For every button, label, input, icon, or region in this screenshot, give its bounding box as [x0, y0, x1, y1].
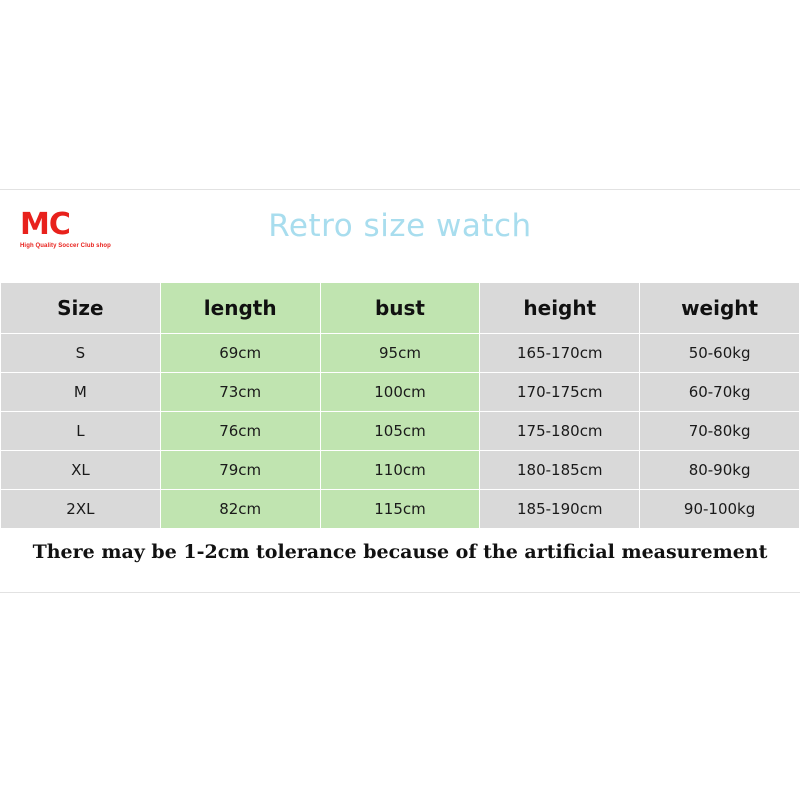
table-row	[1, 373, 800, 412]
cell-size: S	[1, 334, 161, 373]
cell-size: L	[1, 412, 161, 451]
table-row	[1, 490, 800, 529]
column-header-weight: weight	[640, 283, 800, 334]
cell-weight: 50-60kg	[640, 334, 800, 373]
column-header-size: Size	[1, 283, 161, 334]
cell-length: 76cm	[160, 412, 320, 451]
table-row	[1, 334, 800, 373]
cell-length: 69cm	[160, 334, 320, 373]
cell-height: 180-185cm	[480, 451, 640, 490]
bottom-divider	[0, 592, 800, 593]
column-header-height: height	[480, 283, 640, 334]
cell-length: 82cm	[160, 490, 320, 529]
cell-weight: 70-80kg	[640, 412, 800, 451]
table-row	[1, 412, 800, 451]
cell-bust: 115cm	[320, 490, 480, 529]
table-header-row	[1, 283, 800, 334]
logo-tagline: High Quality Soccer Club shop	[20, 243, 111, 249]
column-header-bust: bust	[320, 283, 480, 334]
table-row	[1, 451, 800, 490]
cell-bust: 100cm	[320, 373, 480, 412]
cell-size: 2XL	[1, 490, 161, 529]
cell-size: M	[1, 373, 161, 412]
cell-length: 79cm	[160, 451, 320, 490]
page-title: Retro size watch	[268, 208, 532, 244]
logo-mark: MC	[20, 207, 70, 242]
cell-bust: 105cm	[320, 412, 480, 451]
cell-bust: 95cm	[320, 334, 480, 373]
tolerance-note: There may be 1-2cm tolerance because of the artificial measurement	[0, 529, 800, 575]
size-table	[0, 282, 800, 529]
cell-bust: 110cm	[320, 451, 480, 490]
cell-weight: 80-90kg	[640, 451, 800, 490]
cell-length: 73cm	[160, 373, 320, 412]
cell-height: 170-175cm	[480, 373, 640, 412]
cell-weight: 90-100kg	[640, 490, 800, 529]
cell-size: XL	[1, 451, 161, 490]
cell-height: 175-180cm	[480, 412, 640, 451]
cell-height: 185-190cm	[480, 490, 640, 529]
cell-height: 165-170cm	[480, 334, 640, 373]
size-chart-block	[0, 190, 800, 575]
column-header-length: length	[160, 283, 320, 334]
cell-weight: 60-70kg	[640, 373, 800, 412]
chart-header	[0, 190, 800, 282]
